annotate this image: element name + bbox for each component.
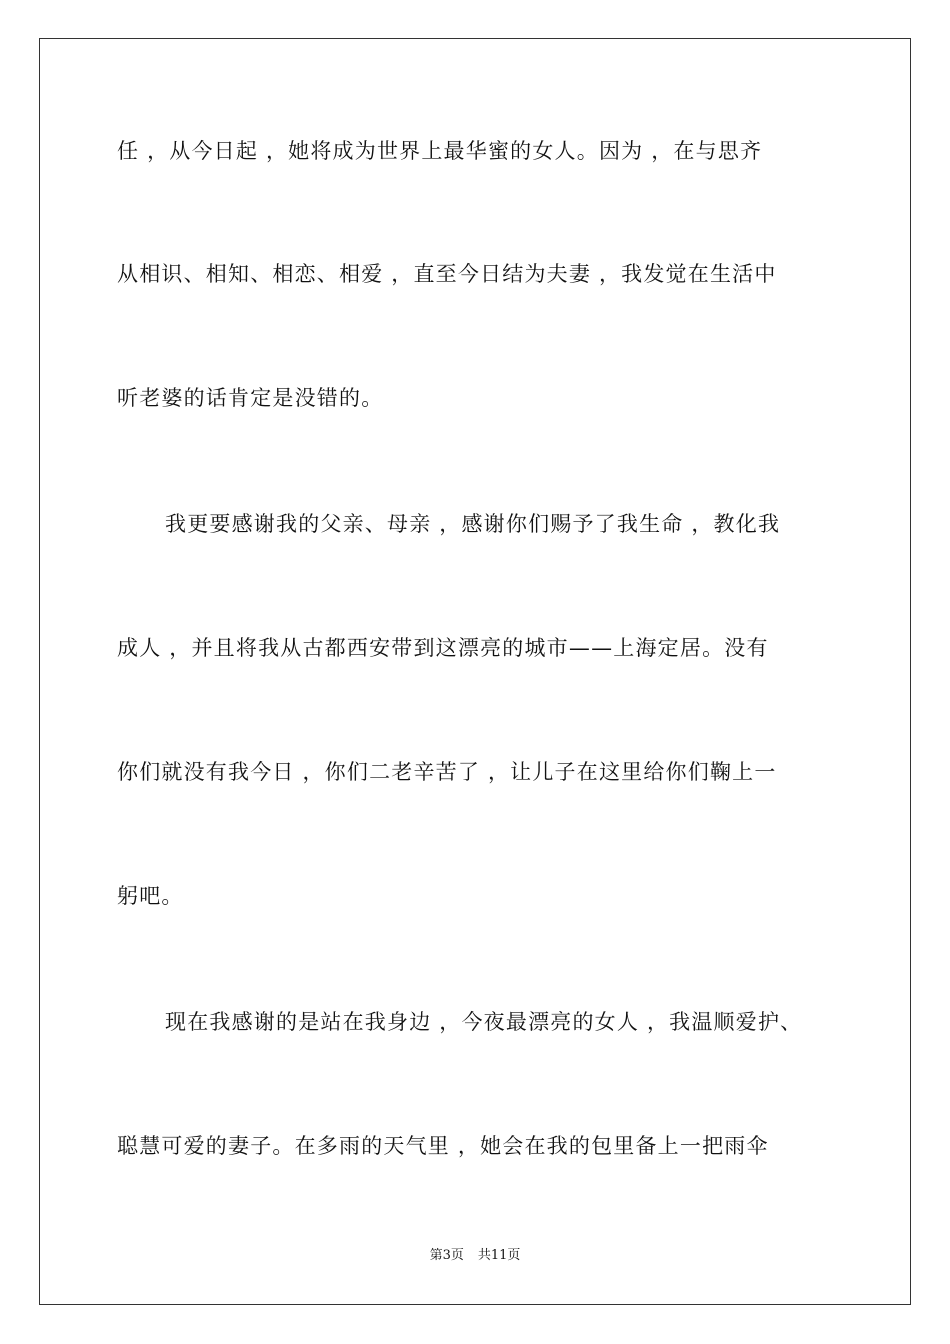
text-line-8: 现在我感谢的是站在我身边 ，今夜最漂亮的女人 ，我温顺爱护、 — [165, 1010, 803, 1034]
text-line-2: 从相识、相知、相恋、相爱 ，直至今日结为夫妻 ，我发觉在生活中 — [117, 262, 777, 286]
page-footer — [0, 1247, 950, 1265]
page-number: 第3页 — [429, 1248, 464, 1263]
page-total: 共11页 — [477, 1248, 521, 1263]
text-line-1: 任 ，从今日起 ，她将成为世界上最华蜜的女人。因为 ，在与思齐 — [117, 139, 763, 163]
text-line-4: 我更要感谢我的父亲、母亲 ，感谢你们赐予了我生命 ，教化我 — [165, 512, 781, 536]
text-line-7: 躬吧。 — [117, 884, 184, 908]
text-line-3: 听老婆的话肯定是没错的。 — [117, 386, 384, 410]
text-line-6: 你们就没有我今日 ，你们二老辛苦了 ，让儿子在这里给你们鞠上一 — [117, 760, 777, 784]
text-line-9: 聪慧可爱的妻子。在多雨的天气里 ，她会在我的包里备上一把雨伞 — [117, 1134, 769, 1158]
page-border — [39, 38, 911, 1305]
text-line-5: 成人 ，并且将我从古都西安带到这漂亮的城市——上海定居。没有 — [117, 636, 769, 660]
